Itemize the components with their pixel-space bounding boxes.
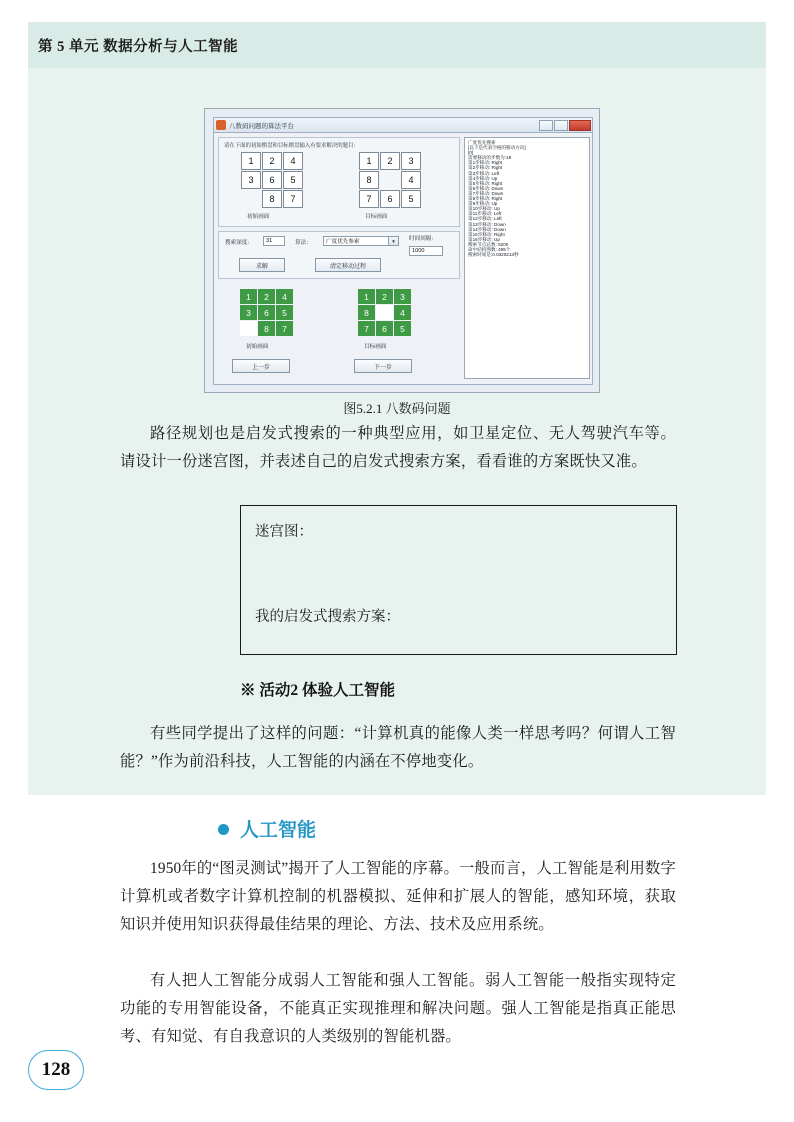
log-line: 需要移动的步数为:18: [468, 155, 512, 161]
log-line: [0]: [468, 150, 474, 156]
board-cell: 1: [358, 289, 375, 304]
board-cell: 7: [358, 321, 375, 336]
goal-board-input[interactable]: [359, 152, 421, 208]
log-line: 第4步移动: Up: [468, 175, 498, 181]
log-line: 搜索时间是:0.0320213秒: [468, 252, 519, 258]
board-cell-empty[interactable]: [380, 171, 400, 189]
log-line: 命中结构图数: 495个: [468, 246, 511, 252]
next-step-button[interactable]: 下一步: [354, 359, 412, 373]
search-depth-input[interactable]: 31: [263, 236, 285, 246]
board-cell: 5: [276, 305, 293, 320]
board-cell[interactable]: 8: [262, 190, 282, 208]
board-cell[interactable]: 3: [401, 152, 421, 170]
board-cell-empty: [240, 321, 257, 336]
board-cell: 8: [258, 321, 275, 336]
previous-step-button[interactable]: 上一步: [232, 359, 290, 373]
unit-title: 第 5 单元 数据分析与人工智能: [38, 39, 239, 55]
board-cell[interactable]: 2: [262, 152, 282, 170]
log-line: 第9步移动: Up: [468, 201, 498, 207]
paragraph-activity-intro: 有些同学提出了这样的问题：“计算机真的能像人类一样思考吗？何谓人工智能？”作为前沿科技，人工智能的内涵在不停地变化。: [120, 725, 676, 770]
board-cell: 6: [258, 305, 275, 320]
paragraph-path-planning: 路径规划也是启发式搜索的一种典型应用，如卫星定位、无人驾驶汽车等。请设计一份迷宫图，并表述自己的启发式搜索方案，看看谁的方案既快又准。: [120, 425, 676, 470]
input-boards-group: [218, 137, 460, 227]
app-icon: [216, 120, 226, 130]
log-line: 第8步移动: Right: [468, 196, 503, 202]
log-line: 第16步移动: Up: [468, 236, 500, 242]
board-cell: 1: [240, 289, 257, 304]
algorithm-label: 算法：: [295, 240, 312, 246]
goal-board-display: [358, 289, 411, 336]
left-panel: [218, 137, 460, 379]
answer-label-plan: 我的启发式搜索方案：: [255, 609, 400, 625]
window-buttons: [539, 120, 591, 131]
window-body: [213, 133, 593, 385]
board-cell[interactable]: 4: [283, 152, 303, 170]
clear-moves-button[interactable]: 清定移动过程: [315, 258, 381, 272]
board-cell[interactable]: 6: [262, 171, 282, 189]
board-cell[interactable]: 5: [401, 190, 421, 208]
initial-board-input[interactable]: [241, 152, 303, 208]
close-button[interactable]: [569, 120, 591, 131]
window-titlebar: [213, 117, 593, 133]
log-line: 第15步移动: Right: [468, 231, 505, 237]
log-line: 第5步移动: Right: [468, 180, 503, 186]
result-initial-caption: 初始画面: [246, 344, 269, 350]
page-number-text: 128: [41, 1059, 71, 1080]
goal-board-caption: 目标画面: [365, 214, 388, 220]
search-depth-label: 搜索深度：: [225, 240, 253, 246]
chevron-down-icon[interactable]: ▼: [388, 237, 398, 245]
log-line: [以下是代表空格的移动方向]: [468, 145, 526, 151]
board-cell[interactable]: 1: [241, 152, 261, 170]
board-cell: 3: [240, 305, 257, 320]
board-cell[interactable]: 7: [283, 190, 303, 208]
log-line: 第6步移动: Down: [468, 185, 504, 191]
board-cell: 3: [394, 289, 411, 304]
algorithm-select[interactable]: [323, 236, 399, 246]
board-cell[interactable]: 1: [359, 152, 379, 170]
paragraph-weak-strong-ai: 有人把人工智能分成弱人工智能和强人工智能。弱人工智能一般指实现特定功能的专用智能设备，不能真正实现推理和解决问题。强人工智能是指真正能思考、有知觉、有自我意识的人类级别的智能机器。: [120, 972, 676, 1045]
log-line: 第2步移动: Right: [468, 165, 503, 171]
log-line: 广度优先搜索: [468, 140, 496, 145]
board-cell[interactable]: 4: [401, 171, 421, 189]
board-cell: 2: [258, 289, 275, 304]
minimize-button[interactable]: [539, 120, 553, 131]
board-cell: 4: [276, 289, 293, 304]
board-cell[interactable]: 2: [380, 152, 400, 170]
log-line: 第10步移动: Up: [468, 206, 500, 212]
controls-group: [218, 231, 460, 279]
board-cell: 8: [358, 305, 375, 320]
board-cell-empty[interactable]: [241, 190, 261, 208]
paragraph-turing-test: 1950年的“图灵测试”揭开了人工智能的序幕。一般而言，人工智能是利用数字计算机或者数字计算机控制的机器模拟、延伸和扩展人的智能，感知环境，获取知识并使用知识获得最佳结果的理论、方法、技术及应用系统。: [120, 860, 676, 933]
board-cell[interactable]: 5: [283, 171, 303, 189]
log-line: 第11步移动: Left: [468, 211, 502, 217]
board-cell-empty: [376, 305, 393, 320]
log-line: 第12步移动: Left: [468, 216, 502, 222]
board-cell: 5: [394, 321, 411, 336]
board-cell: 7: [276, 321, 293, 336]
section-bullet-icon: [218, 824, 229, 835]
answer-label-maze: 迷宫图：: [255, 524, 313, 540]
instruction-text: 请在下面的初始棋盘和目标棋盘输入有要求解决的题目：: [224, 143, 359, 149]
initial-board-display: [240, 289, 293, 336]
board-cell: 2: [376, 289, 393, 304]
result-goal-caption: 目标画面: [364, 344, 387, 350]
search-log-output[interactable]: [464, 137, 590, 379]
figure-caption: 图5.2.1 八数码问题: [343, 401, 451, 416]
log-line: 第1步移动: Right: [468, 160, 503, 166]
window-title: 八数码问题的算法平台: [229, 122, 294, 130]
page-number: [28, 1050, 84, 1090]
board-cell[interactable]: 7: [359, 190, 379, 208]
board-cell[interactable]: 8: [359, 171, 379, 189]
log-line: 搜索节点总数: 5200: [468, 241, 509, 247]
log-line: 第14步移动: Down: [468, 226, 506, 232]
maximize-button[interactable]: [554, 120, 568, 131]
activity-heading: ※ 活动2 体验人工智能: [240, 682, 396, 699]
figure-screenshot: [204, 108, 600, 393]
interval-input[interactable]: 1000: [409, 246, 443, 256]
board-cell[interactable]: 6: [380, 190, 400, 208]
board-cell: 6: [376, 321, 393, 336]
initial-board-caption: 初始画面: [247, 214, 270, 220]
log-line: 第7步移动: Down: [468, 190, 504, 196]
log-line: 第13步移动: Down: [468, 221, 506, 227]
algorithm-value: 广度优先参索: [326, 239, 360, 245]
board-cell[interactable]: 3: [241, 171, 261, 189]
solve-button[interactable]: 求解: [239, 258, 285, 272]
interval-label: 时间间隔：: [409, 236, 437, 242]
board-cell: 4: [394, 305, 411, 320]
log-line: 第3步移动: Left: [468, 170, 500, 176]
section-heading-ai: 人工智能: [240, 820, 317, 841]
